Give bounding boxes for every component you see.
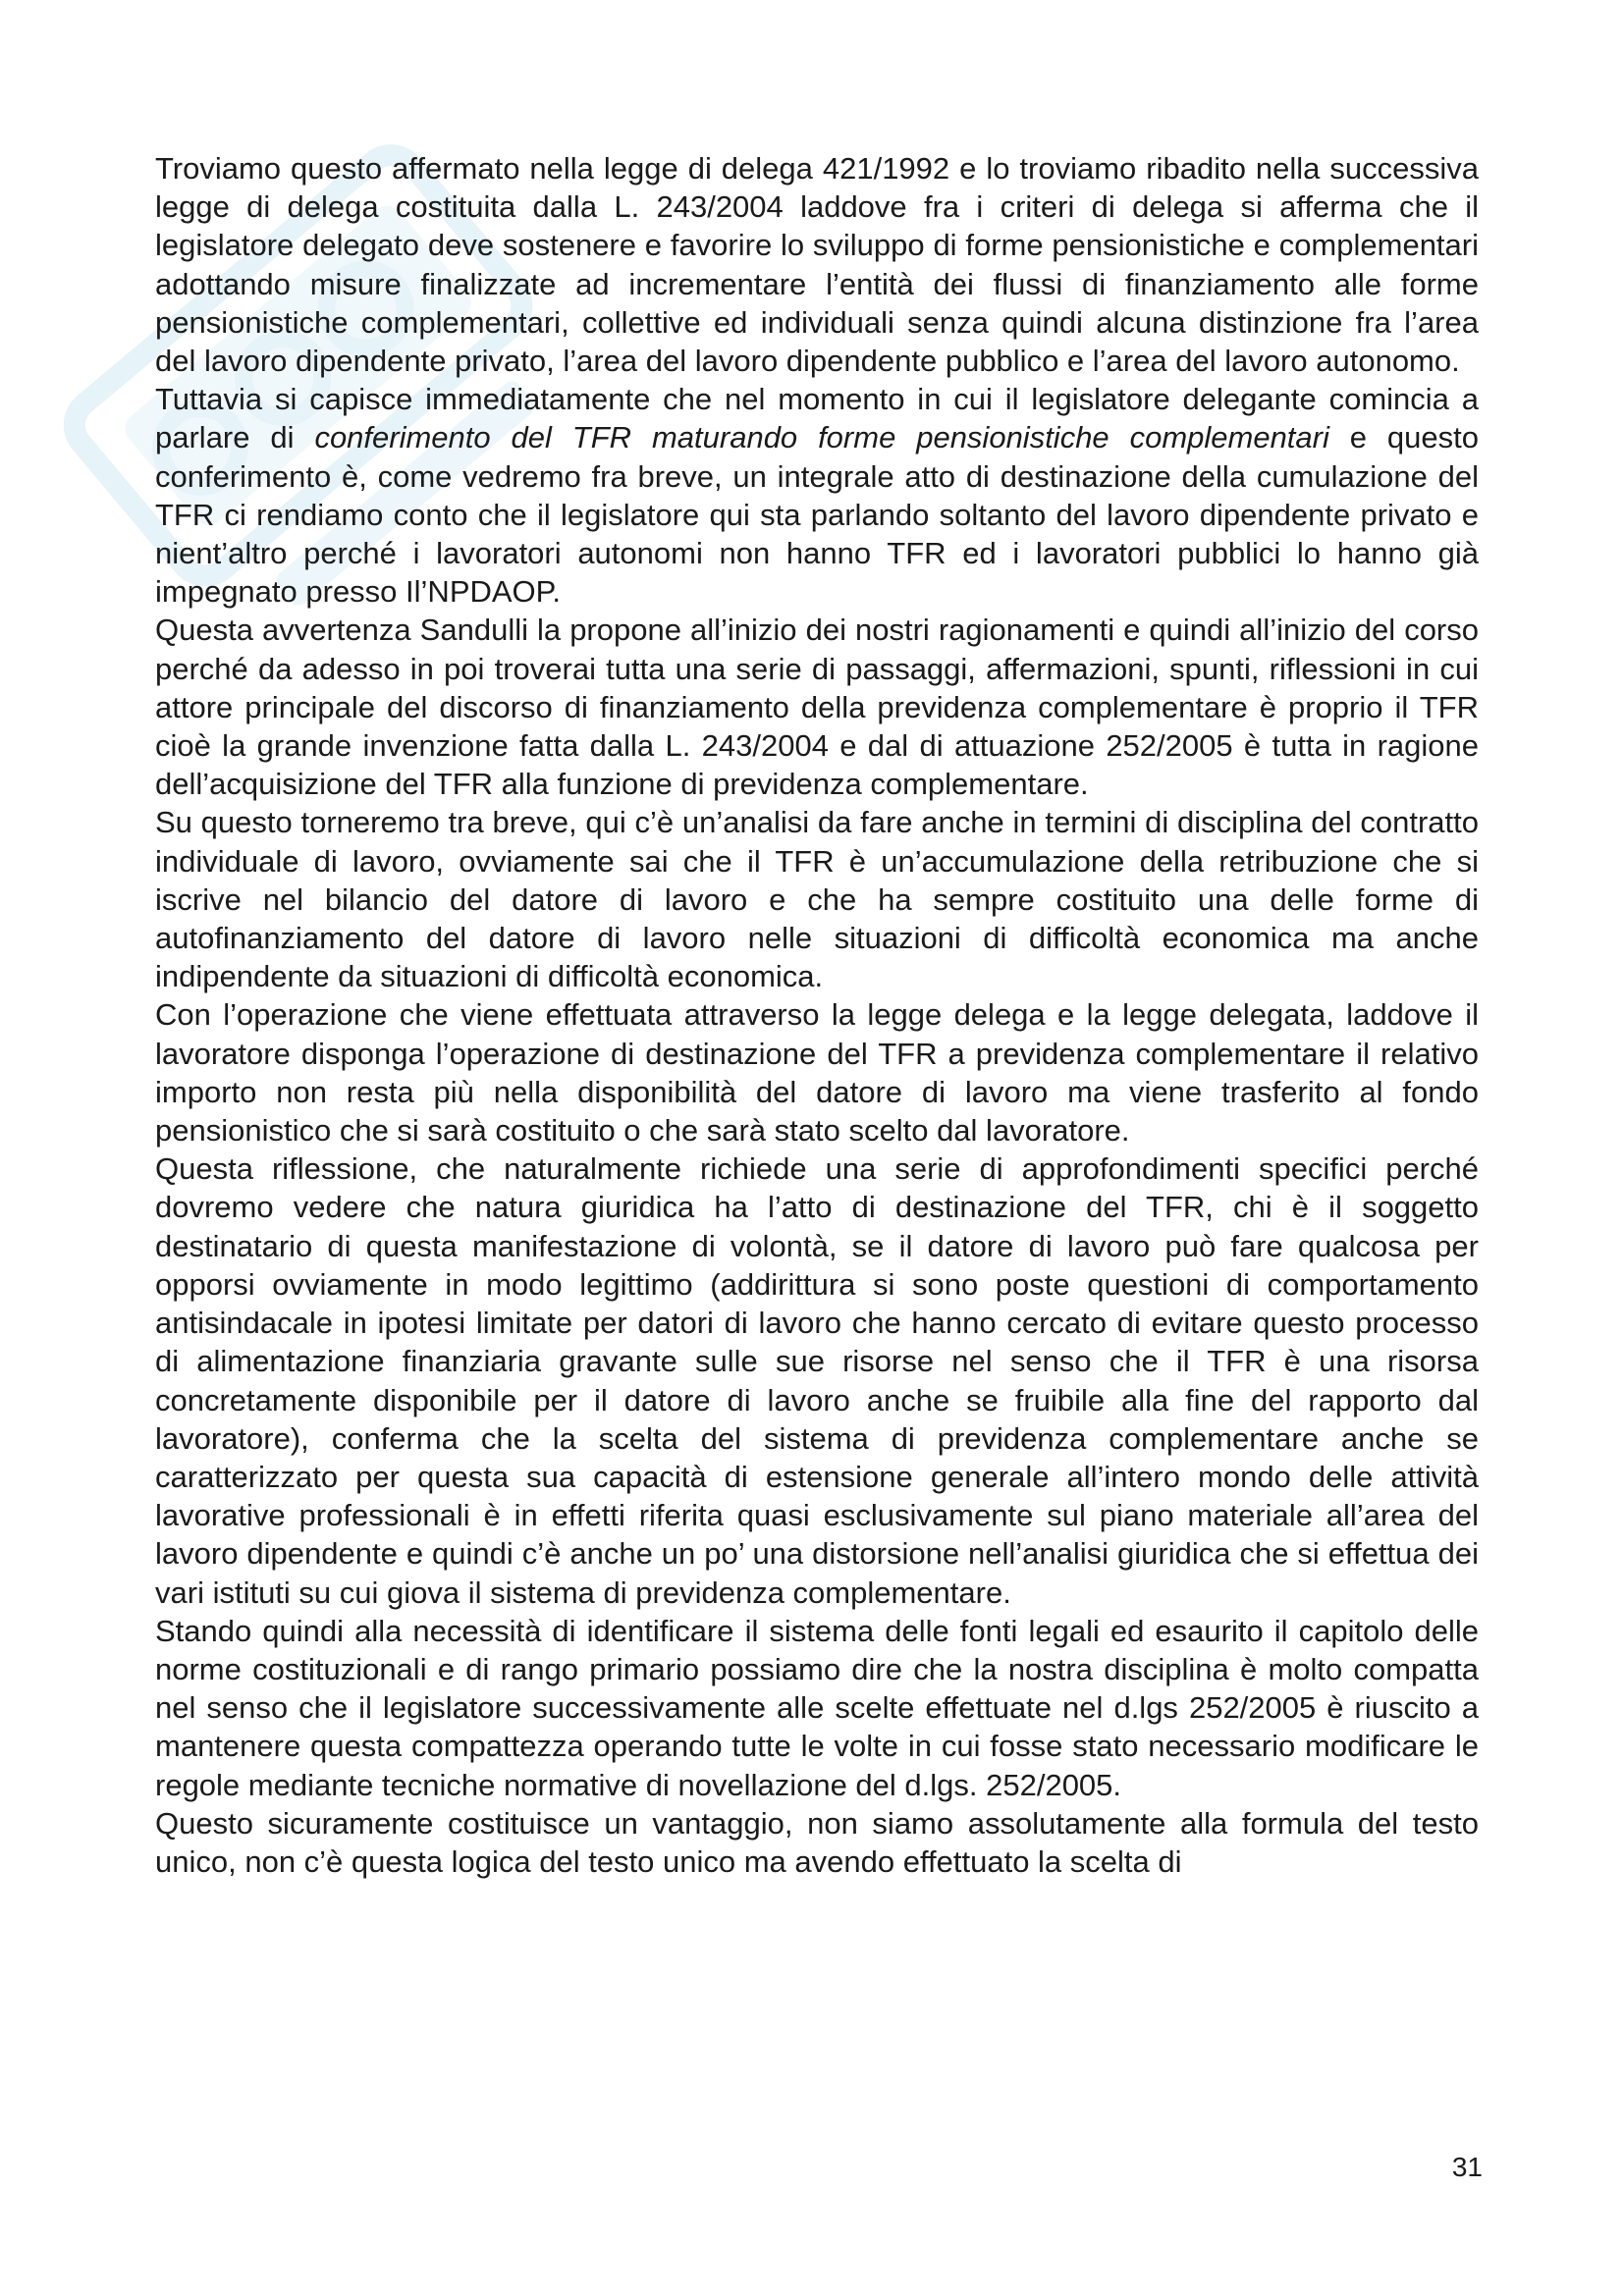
paragraph-text: Questo sicuramente costituisce un vantaggio, non siamo assolutamente alla formula del testo unico, non c’è questa logica del testo unico ma avendo effettuato la scelta di bbox=[155, 1805, 1479, 1879]
paragraph bbox=[155, 995, 1479, 1149]
paragraph bbox=[155, 611, 1479, 803]
paragraph bbox=[155, 1149, 1479, 1611]
document-body bbox=[155, 149, 1479, 1881]
paragraph bbox=[155, 149, 1479, 380]
paragraph bbox=[155, 1804, 1479, 1881]
paragraph-text: Con l’operazione che viene effettuata attraverso la legge delega e la legge delegata, laddove il lavoratore disponga l’operazione di destinazione del TFR a previdenza complementare il relativo importo non resta più nella disponibilità del datore di lavoro ma viene trasferito al fondo pensionistico che si sarà costituito o che sarà stato scelto dal lavoratore. bbox=[155, 997, 1479, 1148]
italic-text: conferimento del TFR maturando forme pensionistiche complementari bbox=[314, 420, 1329, 455]
paragraph-text: Su questo torneremo tra breve, qui c’è un’analisi da fare anche in termini di disciplina del contratto individuale di lavoro, ovviamente sai che il TFR è un’accumulazione della retribuzione che si iscrive nel bilancio del datore di lavoro e che ha sempre costituito una delle forme di autofinanziamento del datore di lavoro nelle situazioni di difficoltà economica ma anche indipendente da situazioni di difficoltà economica. bbox=[155, 805, 1479, 994]
paragraph-text: e questo conferimento è, come vedremo fra breve, un integrale atto di destinazione della cumulazione del TFR ci rendiamo conto che il legislatore qui sta parlando soltanto del lavoro dipendente privato e nient’altro perché i lavoratori autonomi non hanno TFR ed i lavoratori pubblici lo hanno già impegnato presso Il’NPDAOP. bbox=[155, 420, 1480, 610]
paragraph-text: Tuttavia si capisce immediatamente che nel momento in cui il legislatore delegante comincia a parlare di bbox=[155, 382, 1479, 455]
paragraph-text: Questa riflessione, che naturalmente richiede una serie di approfondimenti specifici perché dovremo vedere che natura giuridica ha l’atto di destinazione del TFR, chi è il soggetto destinatario di questa manifestazione di volontà, se il datore di lavoro può fare qualcosa per opporsi ovviamente in modo legittimo (addirittura si sono poste questioni di comportamento antisindacale in ipotesi limitate per datori di lavoro che hanno cercato di evitare questo processo di alimentazione finanziaria gravante sulle sue risorse nel senso che il TFR è una risorsa concretamente disponibile per il datore di lavoro anche se fruibile alla fine del rapporto dal lavoratore), conferma che la scelta del sistema di previdenza complementare anche se caratterizzato per questa sua capacità di estensione generale all’intero mondo delle attività lavorative professionali è in effetti riferita quasi esclusivamente sul piano materiale all’area del lavoro dipendente e quindi c’è anche un po’ una distorsione nell’analisi giuridica che si effettua dei vari istituti su cui giova il sistema di previdenza complementare. bbox=[155, 1151, 1479, 1610]
paragraph bbox=[155, 803, 1479, 995]
page-number: 31 bbox=[1451, 2152, 1483, 2182]
paragraph bbox=[155, 1612, 1479, 1804]
paragraph bbox=[155, 380, 1479, 611]
paragraph-text: Troviamo questo affermato nella legge di delega 421/1992 e lo troviamo ribadito nella successiva legge di delega costituita dalla L. 243/2004 laddove fra i criteri di delega si afferma che il legislatore delegato deve sostenere e favorire lo sviluppo di forme pensionistiche e complementari adottando misure finalizzate ad incrementare l’entità dei flussi di finanziamento alle forme pensionistiche complementari, collettive ed individuali senza quindi alcuna distinzione fra l’area del lavoro dipendente privato, l’area del lavoro dipendente pubblico e l’area del lavoro autonomo. bbox=[155, 151, 1479, 379]
paragraph-text: Stando quindi alla necessità di identificare il sistema delle fonti legali ed esaurito il capitolo delle norme costituzionali e di rango primario possiamo dire che la nostra disciplina è molto compatta nel senso che il legislatore successivamente alle scelte effettuate nel d.lgs 252/2005 è riuscito a mantenere questa compattezza operando tutte le volte in cui fosse stato necessario modificare le regole mediante tecniche normative di novellazione del d.lgs. 252/2005. bbox=[155, 1613, 1479, 1802]
paragraph-text: Questa avvertenza Sandulli la propone all’inizio dei nostri ragionamenti e quindi all’inizio del corso perché da adesso in poi troverai tutta una serie di passaggi, affermazioni, spunti, riflessioni in cui attore principale del discorso di finanziamento della previdenza complementare è proprio il TFR cioè la grande invenzione fatta dalla L. 243/2004 e dal di attuazione 252/2005 è tutta in ragione dell’acquisizione del TFR alla funzione di previdenza complementare. bbox=[155, 613, 1479, 802]
